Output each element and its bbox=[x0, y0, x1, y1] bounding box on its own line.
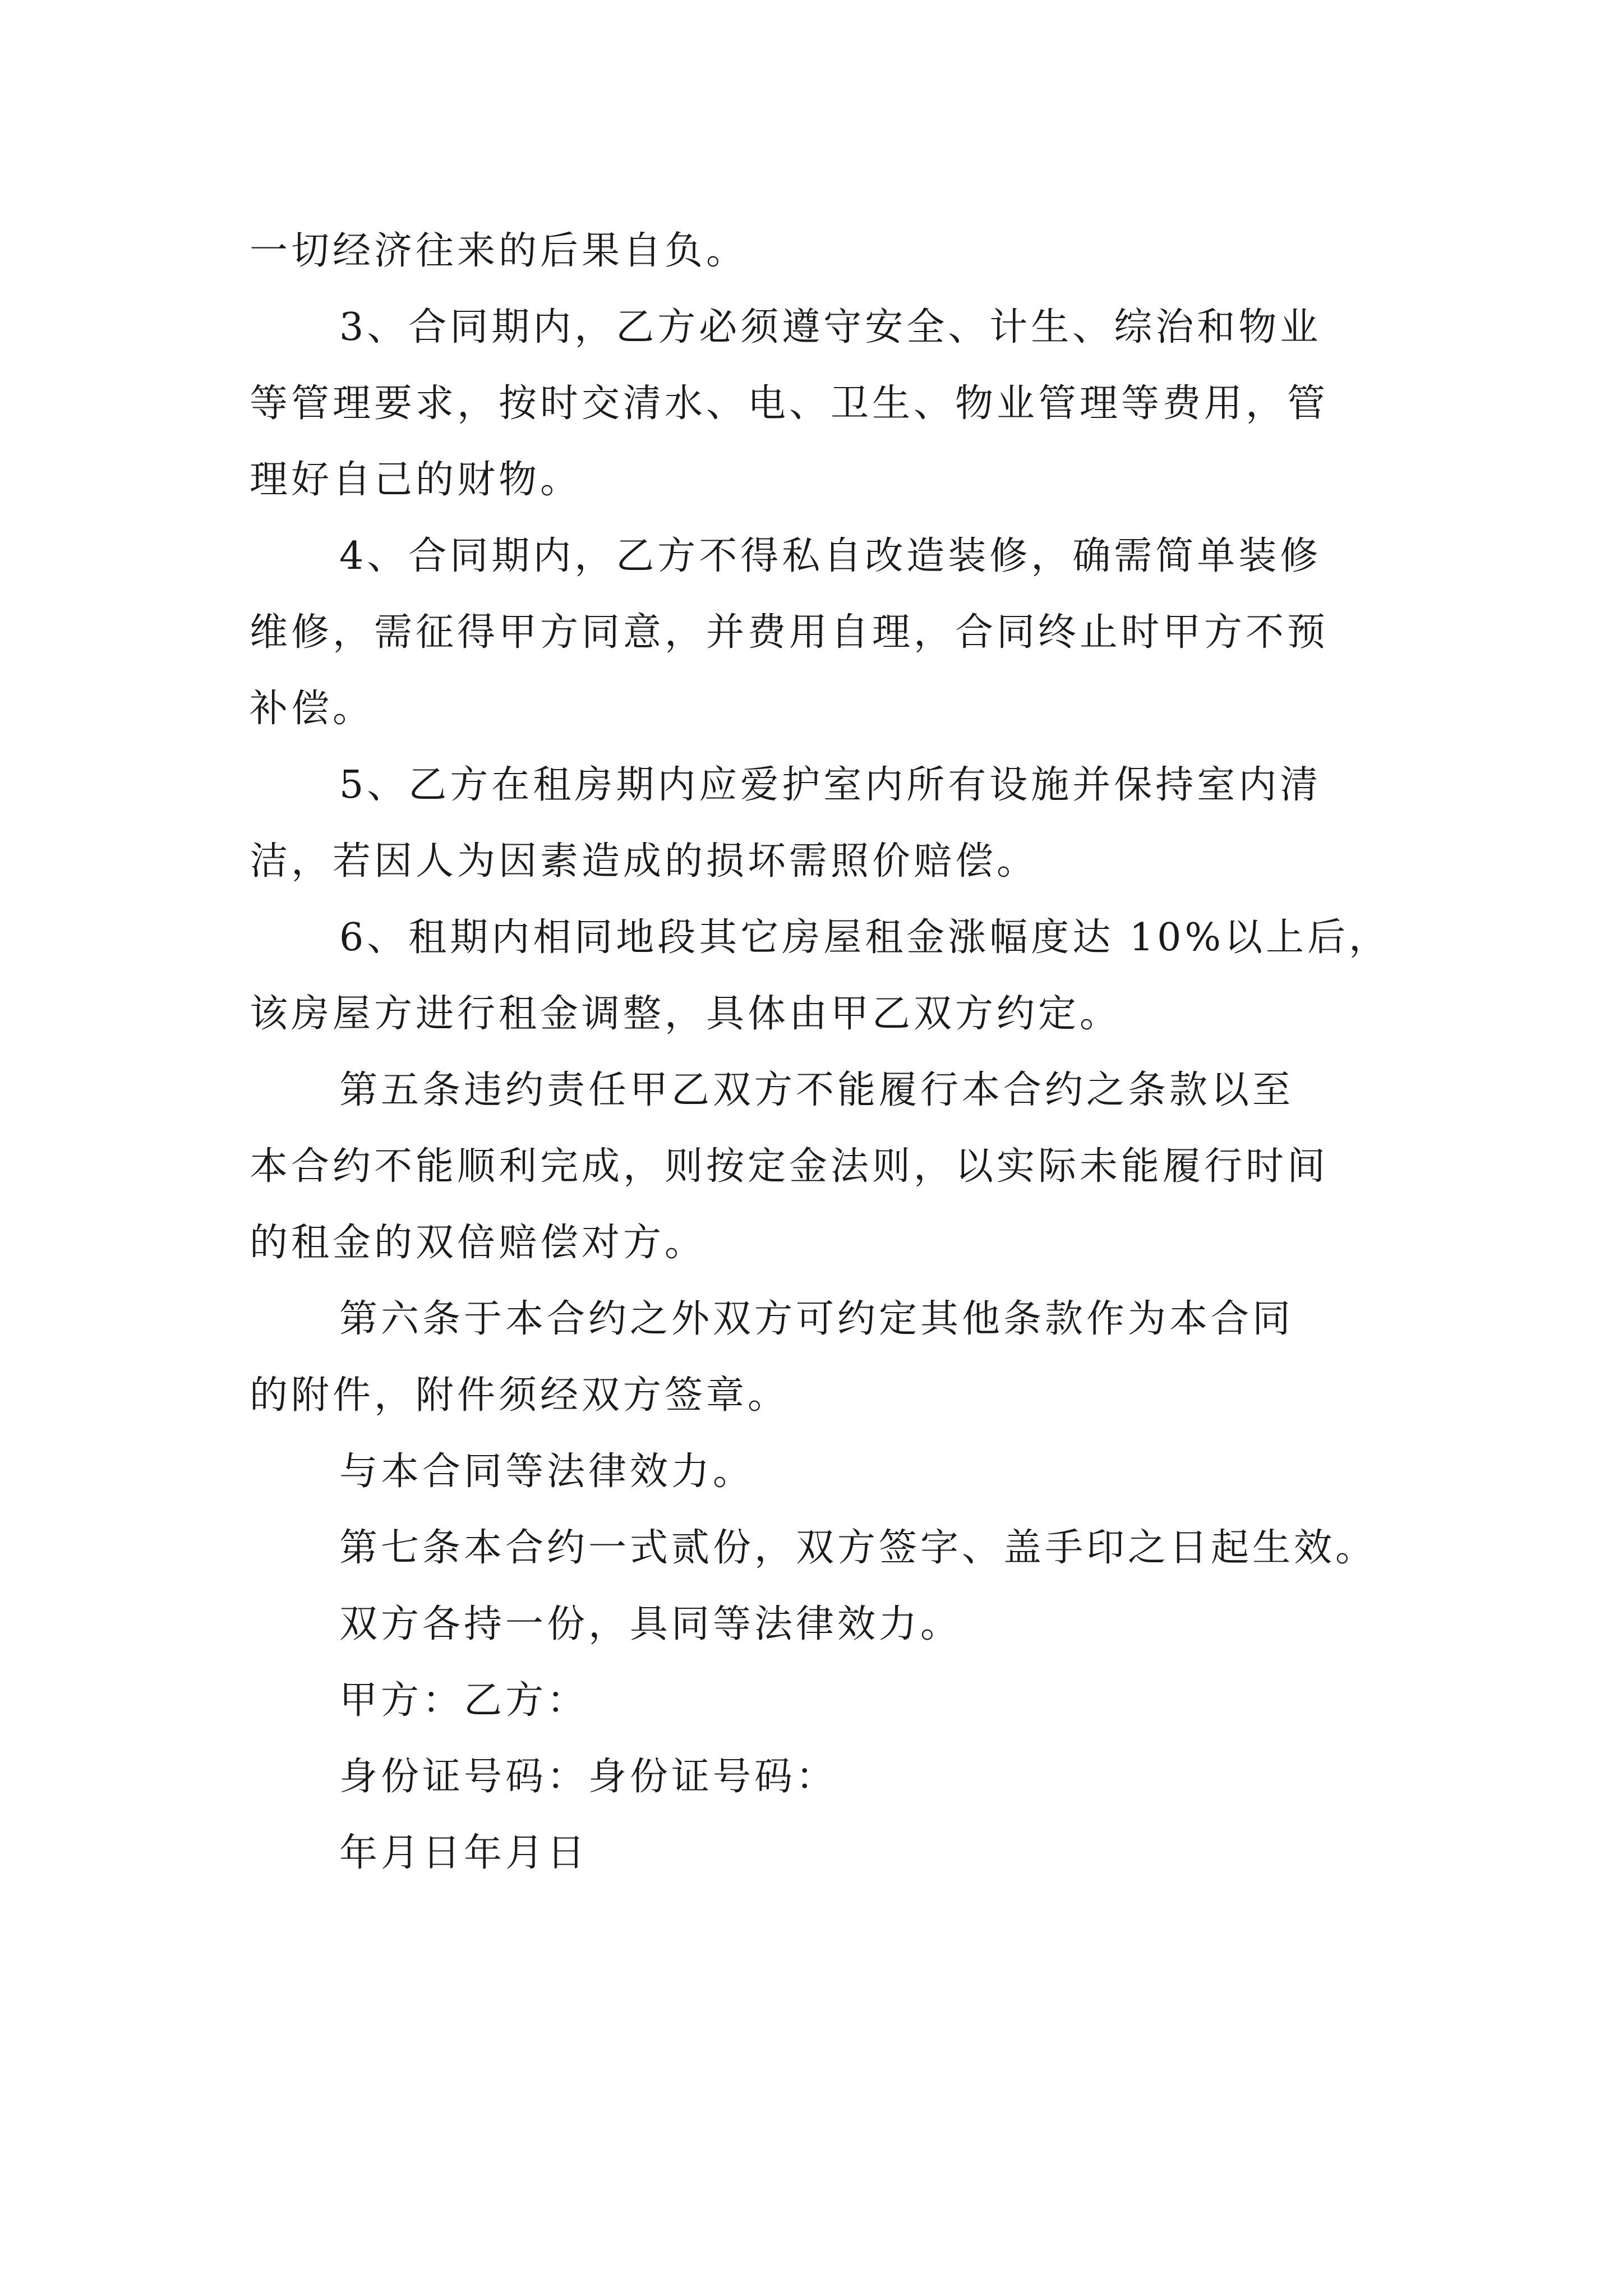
text-line: 理好自己的财物。 bbox=[250, 458, 582, 502]
text-line: 洁，若因人为因素造成的损坏需照价赔偿。 bbox=[250, 839, 1039, 884]
text-line: 4、合同期内，乙方不得私自改造装修，确需简单装修 bbox=[339, 534, 1322, 578]
text-line: 第五条违约责任甲乙双方不能履行本合约之条款以至 bbox=[339, 1068, 1294, 1112]
text-line: 等管理要求，按时交清水、电、卫生、物业管理等费用，管 bbox=[250, 381, 1329, 426]
article-7-copies bbox=[250, 1510, 1394, 1586]
text-line: 第七条本合约一式贰份，双方签字、盖手印之日起生效。 bbox=[339, 1526, 1377, 1570]
signature-id-numbers bbox=[250, 1739, 1394, 1815]
text-line: 补偿。 bbox=[250, 687, 375, 731]
article-6-supplement bbox=[250, 1281, 1394, 1434]
text-line: 一切经济往来的后果自负。 bbox=[250, 229, 748, 273]
text-line: 年月日年月日 bbox=[339, 1831, 589, 1875]
text-line: 甲方：乙方： bbox=[339, 1678, 589, 1723]
copies-each-party bbox=[250, 1586, 1394, 1663]
clause-5 bbox=[250, 747, 1394, 900]
text-line: 双方各持一份，具同等法律效力。 bbox=[339, 1602, 962, 1646]
text-line: 第六条于本合约之外双方可约定其他条款作为本合同 bbox=[339, 1297, 1294, 1341]
clause-3 bbox=[250, 289, 1394, 518]
clause-6 bbox=[250, 900, 1394, 1052]
text-line: 本合约不能顺利完成，则按定金法则，以实际未能履行时间 bbox=[250, 1144, 1329, 1189]
article-5-breach bbox=[250, 1052, 1394, 1281]
text-line: 5、乙方在租房期内应爱护室内所有设施并保持室内清 bbox=[339, 763, 1322, 807]
signature-parties bbox=[250, 1663, 1394, 1739]
signature-dates bbox=[250, 1815, 1394, 1892]
clause-4 bbox=[250, 518, 1394, 747]
paragraph-continuation bbox=[250, 213, 1394, 289]
text-line: 3、合同期内，乙方必须遵守安全、计生、综治和物业 bbox=[339, 305, 1322, 349]
text-line: 的附件，附件须经双方签章。 bbox=[250, 1373, 790, 1418]
text-line: 该房屋方进行租金调整，具体由甲乙双方约定。 bbox=[250, 992, 1122, 1036]
text-line: 身份证号码：身份证号码： bbox=[339, 1755, 838, 1799]
legal-effect-line bbox=[250, 1434, 1394, 1510]
text-line: 维修，需征得甲方同意，并费用自理，合同终止时甲方不预 bbox=[250, 610, 1329, 655]
contract-body bbox=[250, 213, 1394, 1892]
text-line: 与本合同等法律效力。 bbox=[339, 1450, 755, 1494]
text-line: 的租金的双倍赔偿对方。 bbox=[250, 1221, 707, 1265]
text-line: 6、租期内相同地段其它房屋租金涨幅度达 10%以上后， bbox=[339, 915, 1391, 960]
